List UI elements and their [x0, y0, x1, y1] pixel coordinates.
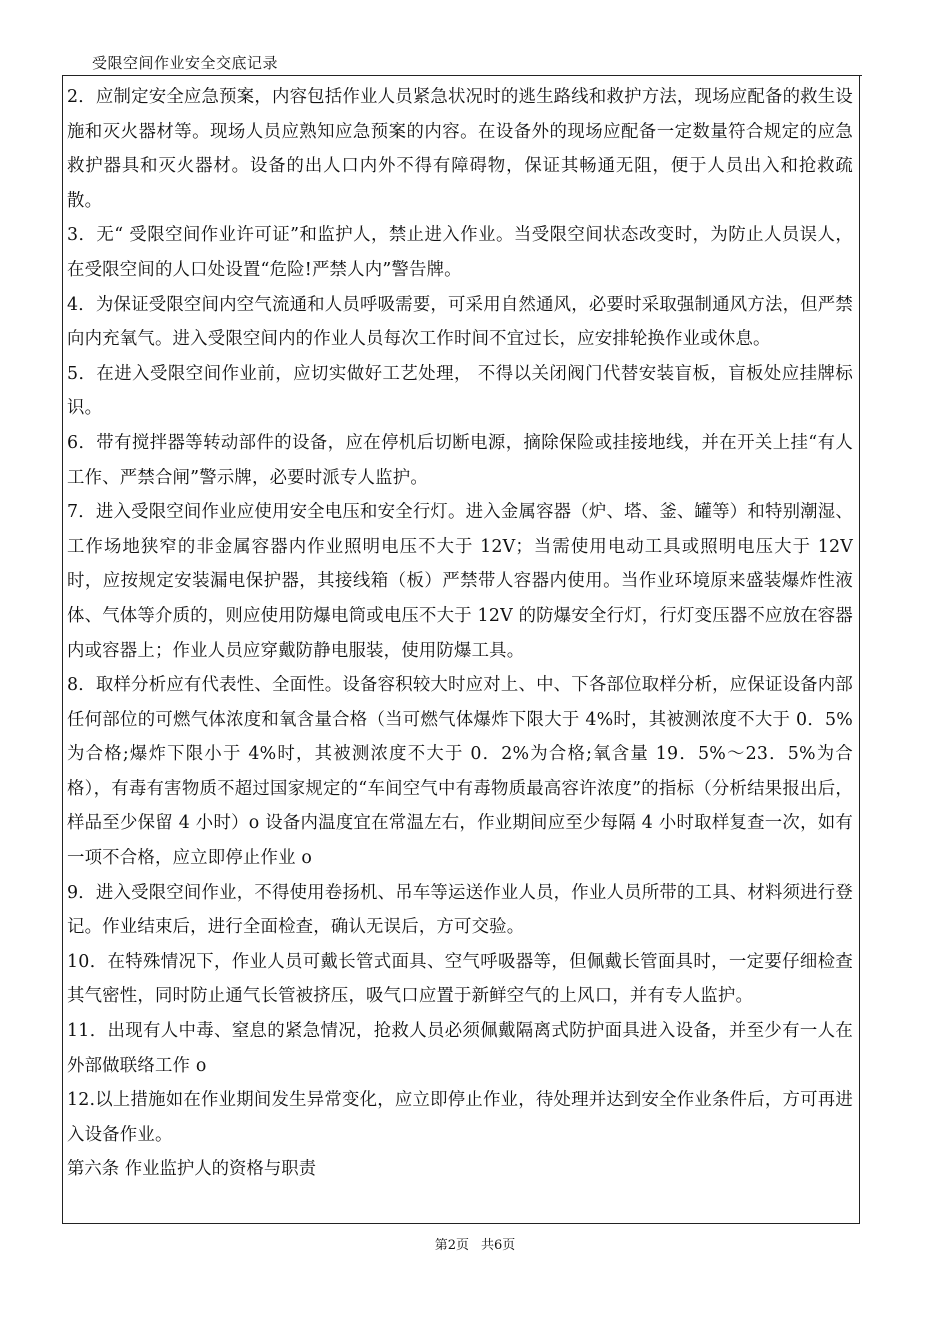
paragraph-item-12: 12.以上措施如在作业期间发生异常变化，应立即停止作业，待处理并达到安全作业条件后，方可再进入设备作业。 [67, 1090, 853, 1145]
paragraph-item-4: 4．为保证受限空间内空气流通和人员呼吸需要，可采用自然通风，必要时采取强制通风方法，但严禁向内充氧气。进入受限空间内的作业人员每次工作时间不宜过长，应安排轮换作业或休息。 [67, 294, 853, 350]
page-footer [0, 1234, 950, 1253]
paragraph-item-3: 3．无“ 受限空间作业许可证”和监护人，禁止进入作业。当受限空间状态改变时，为防止人员误人，在受限空间的人口处设置“危险!严禁人内”警告牌。 [67, 225, 853, 280]
section-heading: 第六条 作业监护人的资格与职责 [67, 1159, 316, 1180]
paragraph-item-10: 10．在特殊情况下，作业人员可戴长管式面具、空气呼吸器等，但佩戴长管面具时，一定要仔细检查其气密性，同时防止通气长管被挤压，吸气口应置于新鲜空气的上风口，并有专人监护。 [67, 951, 853, 1007]
page-total: 共6页 [481, 1238, 516, 1253]
paragraph-item-8: 8．取样分析应有代表性、全面性。设备容积较大时应对上、中、下各部位取样分析，应保证设备内部任何部位的可燃气体浓度和氧含量合格（当可燃气体爆炸下限大于 4%时，其被测浓度不大于 0．5%为合格;爆炸下限小于 4%时，其被测浓度不大于 0．2%为合格;氧含量 19．5%～23．5%为合格），有毒有害物质不超过国家规定的“车间空气中有毒物质最高容许浓度”的指标（分析结果报出后，样品至少保留 4 小时）o 设备内温度宜在常温左右，作业期间应至少每隔 4 小时取样复查一次，如有一项不合格，应立即停止作业 o [67, 675, 853, 869]
page-number: 第2页 [434, 1238, 469, 1253]
paragraph-item-2: 2．应制定安全应急预案，内容包括作业人员紧急状况时的逃生路线和救护方法，现场应配备的救生设施和灭火器材等。现场人员应熟知应急预案的内容。在设备外的现场应配备一定数量符合规定的应急救护器具和灭火器材。设备的出人口内外不得有障碍物，保证其畅通无阻，便于人员出入和抢救疏散。 [67, 87, 853, 211]
paragraph-item-7: 7．进入受限空间作业应使用安全电压和安全行灯。进入金属容器（炉、塔、釜、罐等）和特别潮湿、工作场地狭窄的非金属容器内作业照明电压不大于 12V；当需使用电动工具或照明电压大于 12V 时，应按规定安装漏电保护器，其接线箱（板）严禁带人容器内使用。当作业环境原来盛装爆炸性液体、气体等介质的，则应使用防爆电筒或电压不大于 12V 的防爆安全行灯，行灯变压器不应放在容器内或容器上；作业人员应穿戴防静电服装，使用防爆工具。 [67, 502, 853, 661]
paragraph-item-6: 6．带有搅拌器等转动部件的设备，应在停机后切断电源，摘除保险或挂接地线，并在开关上挂“有人工作、严禁合闸”警示牌，必要时派专人监护。 [67, 432, 853, 488]
content-table-cell [62, 76, 860, 1224]
paragraph-item-5: 5．在进入受限空间作业前，应切实做好工艺处理， 不得以关闭阀门代替安装盲板，盲板处应挂牌标识。 [67, 363, 853, 419]
paragraph-item-9: 9．进入受限空间作业，不得使用卷扬机、吊车等运送作业人员，作业人员所带的工具、材料须进行登记。作业结束后，进行全面检查，确认无误后，方可交验。 [67, 882, 853, 938]
document-header-title: 受限空间作业安全交底记录 [92, 54, 279, 72]
paragraph-item-11: 11．出现有人中毒、窒息的紧急情况，抢救人员必须佩戴隔离式防护面具进入设备，并至少有一人在外部做联络工作 o [67, 1021, 853, 1076]
